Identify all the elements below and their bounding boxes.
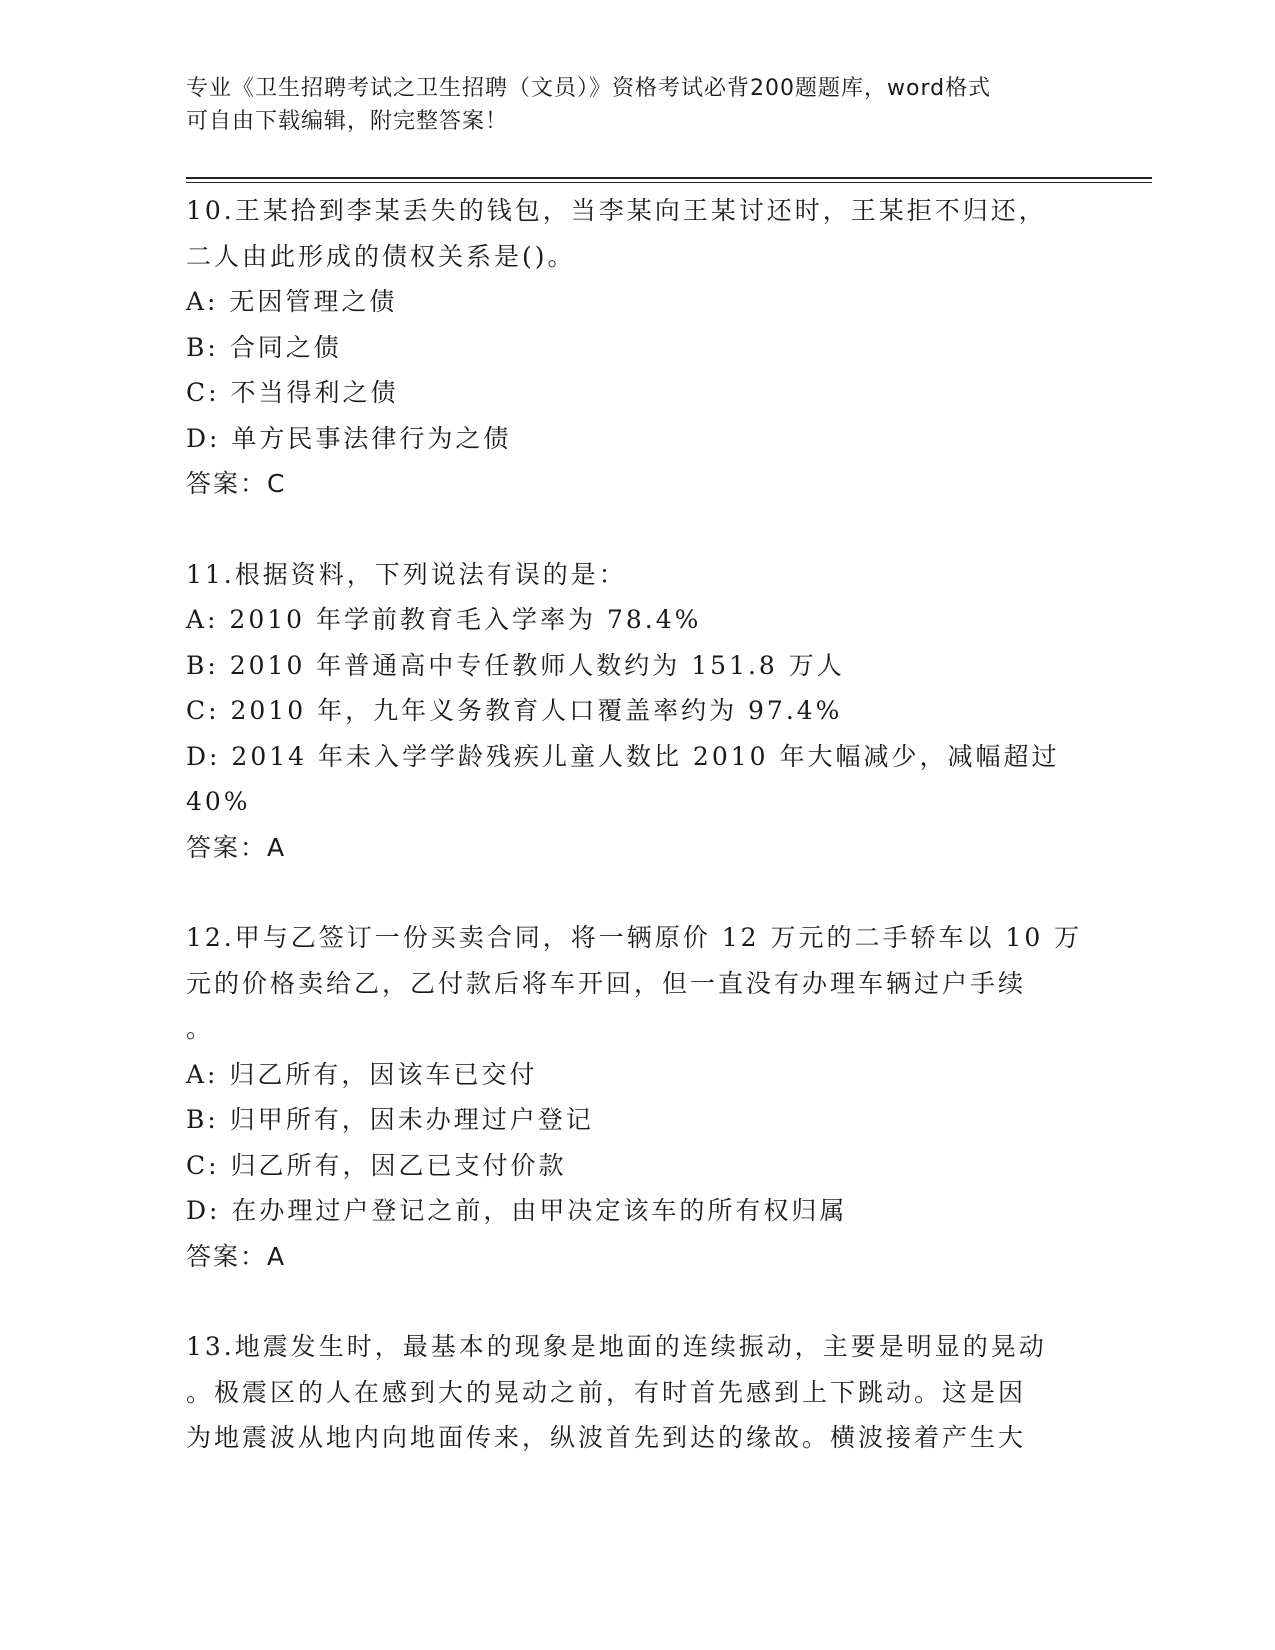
header-divider-thick bbox=[186, 177, 1152, 179]
question-stem-line: 13.地震发生时，最基本的现象是地面的连续振动，主要是明显的晃动 bbox=[186, 1332, 1047, 1361]
question-stem-line: 为地震波从地内向地面传来，纵波首先到达的缘故。横波接着产生大 bbox=[186, 1423, 1027, 1452]
option-c: C: 不当得利之债 bbox=[186, 378, 399, 407]
option-a: A: 归乙所有，因该车已交付 bbox=[186, 1059, 538, 1089]
question-stem-line: 12.甲与乙签订一份买卖合同，将一辆原价 12 万元的二手轿车以 10 万 bbox=[186, 923, 1083, 952]
question-stem-line: 元的价格卖给乙，乙付款后将车开回，但一直没有办理车辆过户手续 bbox=[186, 968, 1027, 998]
option-a: A: 2010 年学前教育毛入学率为 78.4% bbox=[186, 605, 702, 634]
option-c: C: 归乙所有，因乙已支付价款 bbox=[186, 1150, 567, 1180]
header-line-2: 可自由下载编辑，附完整答案！ bbox=[186, 109, 509, 134]
question-stem-line: 11.根据资料，下列说法有误的是： bbox=[186, 559, 627, 589]
option-c: C: 2010 年，九年义务教育人口覆盖率约为 97.4% bbox=[186, 696, 843, 725]
question-list bbox=[186, 188, 1086, 1506]
question-12 bbox=[186, 915, 1086, 1279]
question-10 bbox=[186, 188, 1086, 507]
question-stem-line: 二人由此形成的债权关系是()。 bbox=[186, 241, 576, 271]
question-stem-line: 10.王某拾到李某丢失的钱包，当李某向王某讨还时，王某拒不归还， bbox=[186, 196, 1047, 225]
question-11 bbox=[186, 552, 1086, 871]
question-13 bbox=[186, 1324, 1086, 1461]
option-d: D: 单方民事法律行为之债 bbox=[186, 423, 512, 453]
document-header bbox=[186, 72, 1066, 138]
header-divider-thin bbox=[186, 182, 1152, 183]
header-line-1: 专业《卫生招聘考试之卫生招聘（文员）》资格考试必背200题题库，word格式 bbox=[186, 76, 992, 101]
option-b: B: 归甲所有，因未办理过户登记 bbox=[186, 1105, 594, 1134]
option-b: B: 合同之债 bbox=[186, 332, 342, 362]
answer-label: 答案：A bbox=[186, 832, 287, 862]
answer-label: 答案：A bbox=[186, 1241, 287, 1271]
question-stem-line: 。极震区的人在感到大的晃动之前，有时首先感到上下跳动。这是因 bbox=[186, 1377, 1027, 1407]
question-stem-line: 。 bbox=[186, 1014, 215, 1043]
answer-label: 答案：C bbox=[186, 469, 287, 498]
option-d: D: 在办理过户登记之前，由甲决定该车的所有权归属 bbox=[186, 1196, 848, 1225]
option-d: D: 2014 年未入学学龄残疾儿童人数比 2010 年大幅减少，减幅超过 bbox=[186, 741, 1060, 771]
option-a: A: 无因管理之债 bbox=[186, 287, 398, 316]
option-b: B: 2010 年普通高中专任教师人数约为 151.8 万人 bbox=[186, 650, 845, 680]
option-d-continuation: 40% bbox=[186, 787, 251, 816]
